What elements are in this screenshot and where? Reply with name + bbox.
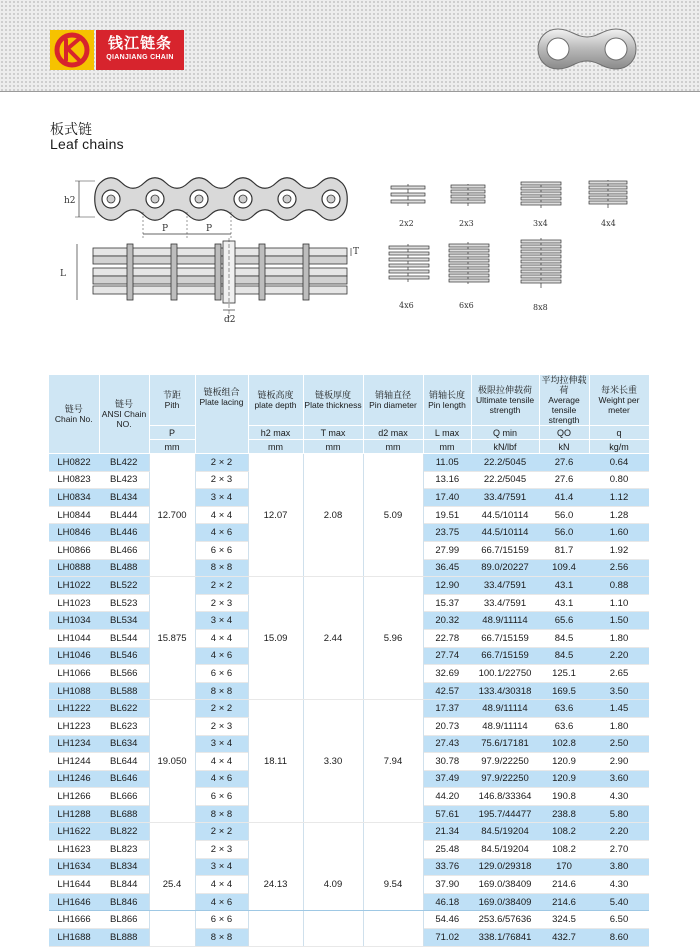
brand-box [96, 30, 184, 70]
cell-plate-lacing: 2 × 3 [195, 717, 248, 735]
cell-pin-length: 27.43 [423, 735, 471, 753]
cell-chain-no: LH1622 [49, 823, 99, 841]
header-pin-diameter: 销轴直径 Pin diameter [363, 375, 423, 426]
header-average-tensile: 平均拉伸载荷 Average tensile strength [539, 375, 589, 426]
cell-ansi-no: BL546 [99, 647, 149, 665]
table-row [49, 454, 649, 472]
cell-plate-lacing: 4 × 4 [195, 629, 248, 647]
lacing-label-4: 4x6 [399, 301, 414, 310]
cell-weight: 0.88 [589, 577, 649, 595]
cell-plate-lacing: 2 × 3 [195, 594, 248, 612]
cell-ultimate-tensile: 33.4/7591 [471, 489, 539, 507]
cell-pin-length: 11.05 [423, 454, 471, 472]
lacing-2x2-figure [391, 184, 425, 228]
cell-chain-no: LH1034 [49, 612, 99, 630]
cell-pin-diameter: 5.09 [363, 454, 423, 577]
cell-plate-lacing: 8 × 8 [195, 559, 248, 577]
cell-ansi-no: BL466 [99, 541, 149, 559]
header-ansi-no: 链号 ANSI Chain NO. [99, 375, 149, 454]
cell-plate-lacing: 4 × 4 [195, 753, 248, 771]
cell-pin-length: 19.51 [423, 506, 471, 524]
symbol-average-tensile: QO [539, 426, 589, 440]
cell-weight: 3.80 [589, 858, 649, 876]
label-pitch-2: P [206, 224, 213, 234]
symbol-pitch: P [149, 426, 195, 440]
cell-pin-diameter: 9.54 [363, 823, 423, 946]
cell-average-tensile: 27.6 [539, 471, 589, 489]
cell-ansi-no: BL523 [99, 594, 149, 612]
unit-plate-thickness: mm [303, 440, 363, 454]
cell-chain-no: LH1023 [49, 594, 99, 612]
cell-plate-lacing: 8 × 8 [195, 682, 248, 700]
brand-name-en: QIANJIANG CHAIN [106, 54, 174, 61]
cell-average-tensile: 65.6 [539, 612, 589, 630]
cell-ultimate-tensile: 338.1/76841 [471, 929, 539, 947]
lacing-label-0: 2x2 [399, 219, 414, 228]
qj-logo-icon [50, 30, 94, 70]
cell-chain-no: LH0834 [49, 489, 99, 507]
header-divider [0, 91, 700, 92]
cell-pitch: 25.4 [149, 823, 195, 946]
unit-pitch: mm [149, 440, 195, 454]
chain-top-view [60, 238, 359, 325]
cell-ansi-no: BL644 [99, 753, 149, 771]
cell-ansi-no: BL823 [99, 841, 149, 859]
cell-plate-lacing: 8 × 8 [195, 929, 248, 947]
cell-pin-length: 12.90 [423, 577, 471, 595]
cell-pin-length: 13.16 [423, 471, 471, 489]
cell-ansi-no: BL623 [99, 717, 149, 735]
cell-plate-lacing: 4 × 6 [195, 647, 248, 665]
table-row [49, 577, 649, 595]
table-row [49, 823, 649, 841]
table-row [49, 700, 649, 718]
cell-weight: 1.45 [589, 700, 649, 718]
cell-ultimate-tensile: 97.9/22250 [471, 753, 539, 771]
cell-pin-diameter: 5.96 [363, 577, 423, 700]
cell-pin-length: 15.37 [423, 594, 471, 612]
cell-chain-no: LH1044 [49, 629, 99, 647]
cell-plate-lacing: 3 × 4 [195, 489, 248, 507]
header-chain-no: 链号 Chain No. [49, 375, 99, 454]
cell-ultimate-tensile: 22.2/5045 [471, 471, 539, 489]
cell-ultimate-tensile: 66.7/15159 [471, 541, 539, 559]
cell-weight: 1.80 [589, 717, 649, 735]
cell-ansi-no: BL866 [99, 911, 149, 929]
cell-pin-length: 36.45 [423, 559, 471, 577]
cell-weight: 1.80 [589, 629, 649, 647]
cell-weight: 2.56 [589, 559, 649, 577]
header-plate-lacing: 链板组合 Plate lacing [195, 375, 248, 454]
cell-ansi-no: BL846 [99, 893, 149, 911]
symbol-pin-length: L max [423, 426, 471, 440]
cell-plate-depth: 15.09 [248, 577, 303, 700]
cell-chain-no: LH1046 [49, 647, 99, 665]
cell-average-tensile: 190.8 [539, 788, 589, 806]
leaf-chain-diagram [55, 168, 655, 368]
cell-chain-no: LH1066 [49, 665, 99, 683]
cell-plate-depth: 18.11 [248, 700, 303, 823]
cell-ansi-no: BL434 [99, 489, 149, 507]
cell-pin-length: 27.99 [423, 541, 471, 559]
cell-chain-no: LH0844 [49, 506, 99, 524]
cell-ansi-no: BL534 [99, 612, 149, 630]
label-h2: h2 [64, 196, 76, 206]
spec-table-body [49, 454, 649, 947]
label-thickness: T [353, 247, 360, 257]
cell-ansi-no: BL522 [99, 577, 149, 595]
cell-average-tensile: 125.1 [539, 665, 589, 683]
cell-weight: 1.10 [589, 594, 649, 612]
cell-chain-no: LH0866 [49, 541, 99, 559]
cell-plate-lacing: 6 × 6 [195, 911, 248, 929]
unit-average-tensile: kN [539, 440, 589, 454]
cell-ultimate-tensile: 146.8/33364 [471, 788, 539, 806]
cell-weight: 8.60 [589, 929, 649, 947]
cell-chain-no: LH1266 [49, 788, 99, 806]
cell-ansi-no: BL666 [99, 788, 149, 806]
header-pin-length: 销轴长度 Pin length [423, 375, 471, 426]
lacing-figures [389, 180, 627, 312]
cell-pin-length: 54.46 [423, 911, 471, 929]
cell-average-tensile: 56.0 [539, 524, 589, 542]
cell-plate-depth: 24.13 [248, 823, 303, 946]
cell-ultimate-tensile: 84.5/19204 [471, 841, 539, 859]
cell-average-tensile: 170 [539, 858, 589, 876]
cell-average-tensile: 84.5 [539, 647, 589, 665]
unit-plate-depth: mm [248, 440, 303, 454]
symbol-plate-depth: h2 max [248, 426, 303, 440]
cell-ansi-no: BL646 [99, 770, 149, 788]
cell-pin-length: 27.74 [423, 647, 471, 665]
cell-pin-length: 20.32 [423, 612, 471, 630]
unit-pin-diameter: mm [363, 440, 423, 454]
cell-plate-lacing: 2 × 2 [195, 823, 248, 841]
cell-plate-thickness: 2.08 [303, 454, 363, 577]
cell-chain-no: LH1688 [49, 929, 99, 947]
cell-ansi-no: BL588 [99, 682, 149, 700]
cell-ansi-no: BL822 [99, 823, 149, 841]
cell-ultimate-tensile: 33.4/7591 [471, 577, 539, 595]
header-ultimate-tensile: 极限拉伸载荷 Ultimate tensile strength [471, 375, 539, 426]
cell-plate-lacing: 8 × 8 [195, 805, 248, 823]
cell-pin-length: 25.48 [423, 841, 471, 859]
cell-ultimate-tensile: 169.0/38409 [471, 876, 539, 894]
unit-weight: kg/m [589, 440, 649, 454]
label-pitch-1: P [162, 224, 169, 234]
cell-chain-no: LH1234 [49, 735, 99, 753]
lacing-8x8-figure [521, 238, 561, 312]
cell-weight: 4.30 [589, 788, 649, 806]
cell-weight: 1.92 [589, 541, 649, 559]
cell-ansi-no: BL422 [99, 454, 149, 472]
cell-average-tensile: 108.2 [539, 841, 589, 859]
cell-weight: 0.64 [589, 454, 649, 472]
cell-chain-no: LH0822 [49, 454, 99, 472]
cell-ansi-no: BL844 [99, 876, 149, 894]
cell-average-tensile: 432.7 [539, 929, 589, 947]
cell-chain-no: LH1244 [49, 753, 99, 771]
cell-pin-length: 44.20 [423, 788, 471, 806]
cell-pin-length: 21.34 [423, 823, 471, 841]
cell-plate-lacing: 6 × 6 [195, 541, 248, 559]
cell-pin-length: 23.75 [423, 524, 471, 542]
cell-chain-no: LH0823 [49, 471, 99, 489]
unit-pin-length: mm [423, 440, 471, 454]
cell-chain-no: LH0888 [49, 559, 99, 577]
cell-weight: 2.20 [589, 647, 649, 665]
cell-pin-length: 33.76 [423, 858, 471, 876]
cell-plate-lacing: 2 × 2 [195, 577, 248, 595]
cell-ultimate-tensile: 84.5/19204 [471, 823, 539, 841]
cell-plate-lacing: 3 × 4 [195, 858, 248, 876]
header-plate-thickness: 链板厚度 Plate thickness [303, 375, 363, 426]
cell-pin-length: 32.69 [423, 665, 471, 683]
lacing-2x3-figure [451, 184, 485, 228]
lacing-3x4-figure [521, 182, 561, 228]
cell-ultimate-tensile: 66.7/15159 [471, 629, 539, 647]
lacing-label-1: 2x3 [459, 219, 474, 228]
label-pin-length: L [60, 269, 66, 279]
cell-average-tensile: 214.6 [539, 876, 589, 894]
cell-ansi-no: BL566 [99, 665, 149, 683]
cell-average-tensile: 63.6 [539, 717, 589, 735]
cell-chain-no: LH1634 [49, 858, 99, 876]
cell-ansi-no: BL446 [99, 524, 149, 542]
lacing-label-3: 4x4 [601, 219, 616, 228]
lacing-4x4-figure [589, 180, 627, 228]
cell-ultimate-tensile: 66.7/15159 [471, 647, 539, 665]
chain-side-view [64, 178, 347, 238]
cell-plate-lacing: 2 × 3 [195, 841, 248, 859]
cell-weight: 5.80 [589, 805, 649, 823]
cell-ansi-no: BL888 [99, 929, 149, 947]
cell-ultimate-tensile: 33.4/7591 [471, 594, 539, 612]
symbol-weight: q [589, 426, 649, 440]
cell-pin-length: 20.73 [423, 717, 471, 735]
cell-pin-length: 37.49 [423, 770, 471, 788]
cell-plate-lacing: 4 × 6 [195, 770, 248, 788]
cell-pin-length: 37.90 [423, 876, 471, 894]
cell-plate-lacing: 2 × 3 [195, 471, 248, 489]
cell-weight: 4.30 [589, 876, 649, 894]
cell-chain-no: LH1222 [49, 700, 99, 718]
cell-ultimate-tensile: 195.7/44477 [471, 805, 539, 823]
header-weight-per-meter: 每米长重 Weight per meter [589, 375, 649, 426]
symbol-pin-diameter: d2 max [363, 426, 423, 440]
cell-ansi-no: BL544 [99, 629, 149, 647]
cell-ultimate-tensile: 48.9/11114 [471, 717, 539, 735]
cell-pin-length: 46.18 [423, 893, 471, 911]
cell-plate-lacing: 4 × 4 [195, 506, 248, 524]
cell-ultimate-tensile: 48.9/11114 [471, 612, 539, 630]
cell-ansi-no: BL634 [99, 735, 149, 753]
cell-weight: 2.90 [589, 753, 649, 771]
cell-average-tensile: 238.8 [539, 805, 589, 823]
table-bottom-rule [49, 910, 649, 911]
cell-ultimate-tensile: 44.5/10114 [471, 524, 539, 542]
cell-weight: 2.70 [589, 841, 649, 859]
cell-average-tensile: 108.2 [539, 823, 589, 841]
cell-weight: 1.50 [589, 612, 649, 630]
cell-ultimate-tensile: 129.0/29318 [471, 858, 539, 876]
cell-pin-length: 57.61 [423, 805, 471, 823]
cell-ansi-no: BL488 [99, 559, 149, 577]
unit-ultimate-tensile: kN/lbf [471, 440, 539, 454]
symbol-ultimate-tensile: Q min [471, 426, 539, 440]
cell-weight: 1.60 [589, 524, 649, 542]
cell-average-tensile: 84.5 [539, 629, 589, 647]
lacing-6x6-figure [449, 242, 489, 310]
lacing-label-2: 3x4 [533, 219, 548, 228]
cell-plate-lacing: 6 × 6 [195, 788, 248, 806]
cell-ultimate-tensile: 253.6/57636 [471, 911, 539, 929]
cell-chain-no: LH1088 [49, 682, 99, 700]
cell-weight: 3.50 [589, 682, 649, 700]
cell-pin-length: 22.78 [423, 629, 471, 647]
cell-weight: 1.28 [589, 506, 649, 524]
cell-chain-no: LH1022 [49, 577, 99, 595]
cell-plate-lacing: 4 × 6 [195, 524, 248, 542]
cell-plate-lacing: 3 × 4 [195, 735, 248, 753]
cell-average-tensile: 56.0 [539, 506, 589, 524]
cell-plate-depth: 12.07 [248, 454, 303, 577]
cell-pin-length: 17.40 [423, 489, 471, 507]
cell-ultimate-tensile: 89.0/20227 [471, 559, 539, 577]
cell-ansi-no: BL444 [99, 506, 149, 524]
cell-weight: 3.60 [589, 770, 649, 788]
lacing-label-6: 8x8 [533, 303, 548, 312]
cell-chain-no: LH1246 [49, 770, 99, 788]
cell-ultimate-tensile: 44.5/10114 [471, 506, 539, 524]
cell-average-tensile: 120.9 [539, 770, 589, 788]
cell-pin-length: 17.37 [423, 700, 471, 718]
cell-ansi-no: BL688 [99, 805, 149, 823]
cell-chain-no: LH1288 [49, 805, 99, 823]
symbol-plate-thickness: T max [303, 426, 363, 440]
leaf-chain-spec-table [49, 375, 650, 947]
cell-weight: 1.12 [589, 489, 649, 507]
cell-chain-no: LH0846 [49, 524, 99, 542]
cell-average-tensile: 324.5 [539, 911, 589, 929]
lacing-4x6-figure [389, 244, 429, 310]
page-title-en: Leaf chains [50, 136, 124, 152]
cell-chain-no: LH1223 [49, 717, 99, 735]
page-title-cn: 板式链 [50, 122, 92, 138]
cell-ultimate-tensile: 48.9/11114 [471, 700, 539, 718]
cell-weight: 5.40 [589, 893, 649, 911]
cell-average-tensile: 109.4 [539, 559, 589, 577]
cell-pitch: 15.875 [149, 577, 195, 700]
label-pin-diameter: d2 [224, 315, 236, 325]
cell-average-tensile: 27.6 [539, 454, 589, 472]
lacing-label-5: 6x6 [459, 301, 474, 310]
brand-name-cn: 钱江链条 [107, 34, 172, 52]
cell-ultimate-tensile: 100.1/22750 [471, 665, 539, 683]
cell-plate-lacing: 6 × 6 [195, 665, 248, 683]
cell-average-tensile: 120.9 [539, 753, 589, 771]
cell-chain-no: LH1623 [49, 841, 99, 859]
cell-average-tensile: 41.4 [539, 489, 589, 507]
cell-plate-thickness: 2.44 [303, 577, 363, 700]
cell-average-tensile: 43.1 [539, 577, 589, 595]
cell-ultimate-tensile: 97.9/22250 [471, 770, 539, 788]
cell-chain-no: LH1644 [49, 876, 99, 894]
cell-weight: 6.50 [589, 911, 649, 929]
cell-pin-length: 30.78 [423, 753, 471, 771]
chain-link-icon [536, 27, 638, 71]
cell-plate-thickness: 4.09 [303, 823, 363, 946]
cell-ansi-no: BL622 [99, 700, 149, 718]
cell-pin-diameter: 7.94 [363, 700, 423, 823]
cell-plate-lacing: 4 × 4 [195, 876, 248, 894]
cell-average-tensile: 102.8 [539, 735, 589, 753]
cell-pin-length: 42.57 [423, 682, 471, 700]
cell-pin-length: 71.02 [423, 929, 471, 947]
cell-pitch: 19.050 [149, 700, 195, 823]
cell-ultimate-tensile: 133.4/30318 [471, 682, 539, 700]
cell-ansi-no: BL834 [99, 858, 149, 876]
cell-average-tensile: 43.1 [539, 594, 589, 612]
cell-average-tensile: 214.6 [539, 893, 589, 911]
cell-plate-lacing: 3 × 4 [195, 612, 248, 630]
cell-average-tensile: 81.7 [539, 541, 589, 559]
cell-plate-lacing: 2 × 2 [195, 454, 248, 472]
cell-chain-no: LH1666 [49, 911, 99, 929]
cell-ultimate-tensile: 169.0/38409 [471, 893, 539, 911]
cell-chain-no: LH1646 [49, 893, 99, 911]
cell-plate-thickness: 3.30 [303, 700, 363, 823]
header-plate-depth: 链板高度 plate depth [248, 375, 303, 426]
header-pitch: 节距 Pith [149, 375, 195, 426]
cell-weight: 2.20 [589, 823, 649, 841]
cell-weight: 2.65 [589, 665, 649, 683]
cell-weight: 2.50 [589, 735, 649, 753]
cell-pitch: 12.700 [149, 454, 195, 577]
cell-plate-lacing: 4 × 6 [195, 893, 248, 911]
cell-average-tensile: 169.5 [539, 682, 589, 700]
cell-weight: 0.80 [589, 471, 649, 489]
cell-ansi-no: BL423 [99, 471, 149, 489]
cell-plate-lacing: 2 × 2 [195, 700, 248, 718]
cell-ultimate-tensile: 22.2/5045 [471, 454, 539, 472]
cell-ultimate-tensile: 75.6/17181 [471, 735, 539, 753]
cell-average-tensile: 63.6 [539, 700, 589, 718]
